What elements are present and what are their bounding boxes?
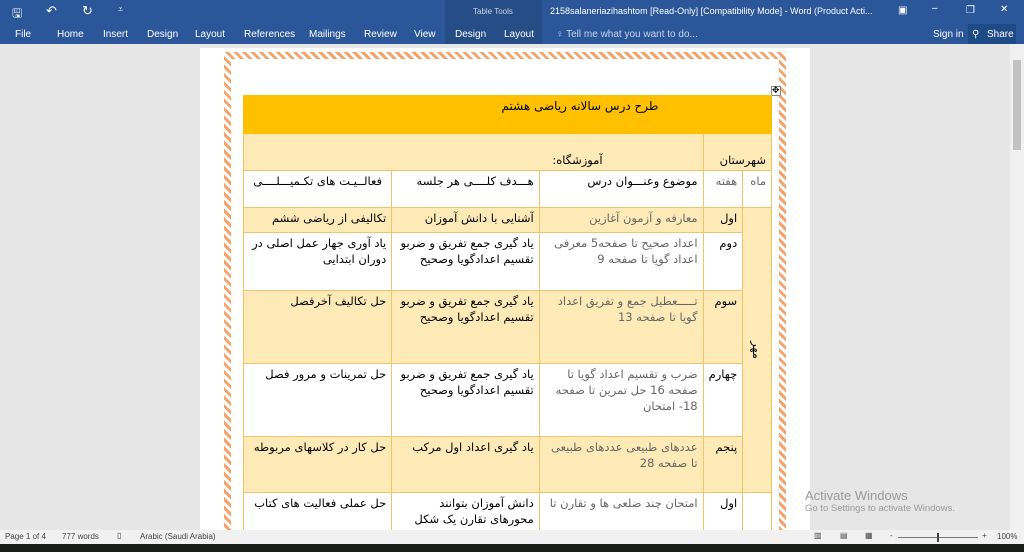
table-row [244,364,772,437]
topic-cell: تـــــعطیل جمع و تفریق اعداد گویا تا صفحه 13 [539,291,703,364]
tab-table-design[interactable]: Design [455,29,487,40]
header-week: هفته [703,171,743,208]
share-button[interactable] [968,24,1016,44]
goal-cell: یاد گیری جمع تفریق و ضربو تقسیم اعدادگویا وصحیح [392,233,539,291]
tab-mailings[interactable]: Mailings [309,29,346,40]
tab-review[interactable]: Review [364,29,397,40]
close-button[interactable]: ✕ [1000,4,1009,15]
goal-cell: یاد گیری جمع تفریق و ضربو تقسیم اعدادگویا وصحیح [392,364,539,437]
activity-cell: حل تکالیف آخرفصل [244,291,392,364]
month-cell [743,493,772,531]
word-count[interactable]: 777 words [62,532,99,541]
week-cell: اول [703,493,743,531]
table-row [244,233,772,291]
watermark-title: Activate Windows [805,488,908,503]
table-row [244,291,772,364]
title-row [244,96,772,134]
tab-references[interactable]: References [244,29,296,40]
header-topic: موضوع وعنـــوان درس [539,171,703,208]
redo-icon[interactable]: ↻ [82,3,93,18]
proofing-icon[interactable]: ▯ [117,531,122,540]
tab-design[interactable]: Design [147,29,179,40]
city-label: شهرستان [703,134,771,171]
web-layout-icon[interactable]: ▦ [865,531,873,540]
sign-in-link[interactable]: Sign in [933,29,964,40]
table-row [244,208,772,233]
activity-cell: حل تمرینات و مرور فصل [244,364,392,437]
goal-cell: آشنایی با دانش آموزان [392,208,539,233]
page-count[interactable]: Page 1 of 4 [5,532,46,541]
zoom-slider-thumb[interactable] [937,533,939,542]
vertical-scrollbar[interactable] [1010,44,1024,530]
save-icon[interactable]: 🖫 [12,6,23,20]
topic-cell: اعداد صحیح تا صفحه5 معرفی اعداد گویا تا صفحه 9 [539,233,703,291]
week-cell: دوم [703,233,743,291]
document-area [0,44,1010,530]
zoom-out-button[interactable]: - [890,531,893,540]
read-mode-icon[interactable]: ▥ [814,531,822,540]
zoom-in-button[interactable]: + [982,531,987,540]
week-cell: چهارم [703,364,743,437]
plan-title: طرح درس سالانه ریاضی هشتم [244,96,772,134]
week-cell: سوم [703,291,743,364]
ribbon-tabs [0,24,1024,44]
context-group-label: Table Tools [473,7,513,16]
school-label: آموزشگاه: [244,134,704,171]
tab-table-layout[interactable]: Layout [504,29,535,40]
person-icon: ⚲ [972,29,980,40]
topic-cell: معارفه و آزمون آغازین [539,208,703,233]
activity-cell: یاد آوری جهار عمل اصلی در دوران ابتدایی [244,233,392,291]
tab-view[interactable]: View [414,29,436,40]
header-activity: فعالــیـت های تکـمیـــلــــی [244,171,392,208]
scrollbar-thumb[interactable] [1013,60,1021,150]
watermark-subtitle: Go to Settings to activate Windows. [805,503,955,514]
table-row [244,437,772,493]
topic-cell: امتحان چند ضلعی ها و تقارن تا [539,493,703,531]
month-value: مهر [750,341,765,359]
tell-me-input[interactable] [556,29,698,40]
week-cell: پنجم [703,437,743,493]
lesson-plan-table [243,95,772,530]
topic-cell: عددهای طبیعی عددهای طبیعی تا صفحه 28 [539,437,703,493]
topic-cell: ضرب و تقسیم اعداد گویا تا صفحه 16 حل تمرین تا صفحه 18- امتحان [539,364,703,437]
tab-layout[interactable]: Layout [195,29,226,40]
lightbulb-icon: ♀ [556,29,567,40]
month-cell [743,208,772,493]
share-label: Share [987,29,1014,40]
taskbar [0,544,1024,552]
goal-cell: یاد گیری جمع تفریق و ضربو تقسیم اعدادگویا وصحیح [392,291,539,364]
table-move-handle-icon[interactable]: ✥ [772,86,780,96]
ribbon-display-icon[interactable]: ▣ [898,5,908,16]
language-indicator[interactable]: Arabic (Saudi Arabia) [140,532,216,541]
info-row [244,134,772,171]
status-bar [0,530,1024,544]
print-layout-icon[interactable]: ▤ [840,531,848,540]
tab-insert[interactable]: Insert [103,29,129,40]
header-month: ماه [743,171,772,208]
header-row [244,171,772,208]
activity-cell: حل عملی فعالیت های کتاب [244,493,392,531]
header-goal: هـــدف کلــــی هر جلسه [392,171,539,208]
table-tools-group [445,0,542,24]
undo-icon[interactable]: ↶ [46,3,57,18]
activity-cell: تکالیفی از ریاضی ششم [244,208,392,233]
title-bar [0,0,1024,24]
week-cell: اول [703,208,743,233]
context-tabs [445,24,542,44]
tell-me-placeholder: Tell me what you want to do... [566,29,698,40]
customize-icon[interactable]: ⩡ [118,4,124,14]
goal-cell: یاد گیری اعداد اول مرکب [392,437,539,493]
tab-home[interactable]: Home [57,29,84,40]
restore-button[interactable]: ❐ [966,5,975,16]
minimize-button[interactable]: – [932,3,938,14]
zoom-level[interactable]: 100% [997,532,1018,541]
activity-cell: حل کار در کلاسهای مربوطه [244,437,392,493]
window-title: 2158salaneriazihashtom [Read-Only] [Compatibility Mode] - Word (Product Acti... [550,6,873,16]
goal-cell: دانش آموزان بتوانند محورهای تقارن یک شکل [392,493,539,531]
activate-windows-watermark [805,488,955,514]
page [200,48,810,530]
tab-file[interactable]: File [15,29,32,40]
table-row [244,493,772,531]
